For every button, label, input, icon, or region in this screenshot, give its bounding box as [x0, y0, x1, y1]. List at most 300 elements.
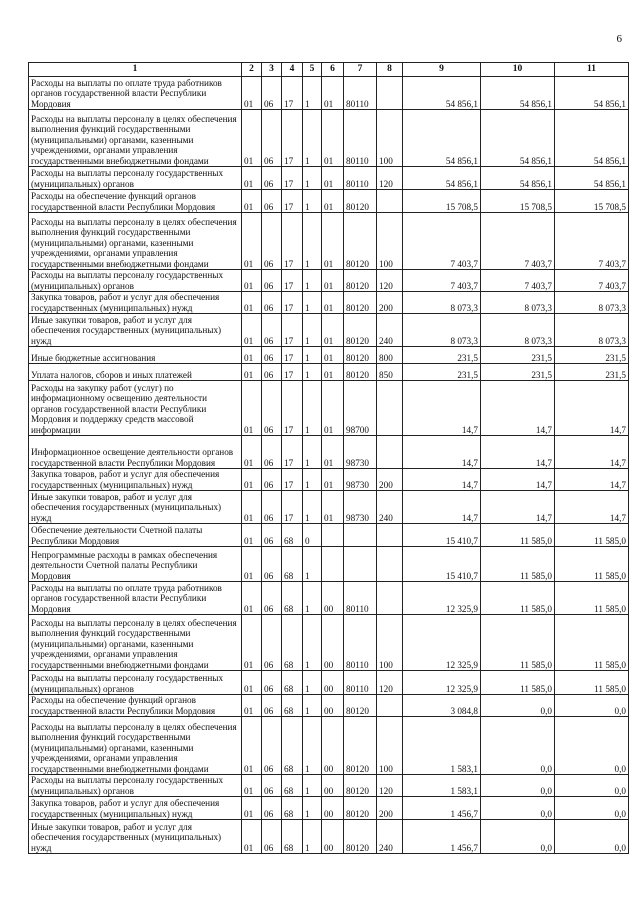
amount-cell: 8 073,3 — [403, 314, 481, 347]
code-cell: 00 — [322, 717, 344, 775]
code-cell: 06 — [262, 270, 282, 292]
code-cell: 01 — [242, 347, 262, 364]
amount-cell: 7 403,7 — [481, 270, 555, 292]
column-header: 7 — [344, 63, 377, 77]
code-cell: 68 — [282, 524, 303, 547]
code-cell: 01 — [322, 110, 344, 167]
amount-cell: 231,5 — [481, 364, 555, 381]
code-cell: 06 — [262, 292, 282, 314]
amount-cell: 231,5 — [403, 347, 481, 364]
amount-cell: 14,7 — [481, 469, 555, 491]
code-cell: 00 — [322, 615, 344, 671]
code-cell: 0 — [303, 524, 322, 547]
code-cell: 01 — [242, 671, 262, 695]
code-cell: 68 — [282, 671, 303, 695]
code-cell: 17 — [282, 77, 303, 110]
amount-cell: 14,7 — [403, 469, 481, 491]
row-description: Расходы на выплаты персоналу в целях обеспечения выполнения функций государственными (муниципальными) органами, казенными учреждениями, органами управления государственными внебюджетными фондами — [29, 213, 242, 270]
code-cell: 120 — [377, 775, 403, 797]
code-cell: 06 — [262, 314, 282, 347]
code-cell: 80120 — [344, 364, 377, 381]
code-cell: 06 — [262, 381, 282, 436]
table-row — [29, 167, 629, 190]
table-row — [29, 615, 629, 671]
code-cell: 01 — [322, 213, 344, 270]
code-cell: 80120 — [344, 820, 377, 854]
code-cell: 01 — [322, 270, 344, 292]
code-cell: 1 — [303, 314, 322, 347]
code-cell: 98730 — [344, 469, 377, 491]
code-cell: 80120 — [344, 270, 377, 292]
amount-cell: 54 856,1 — [403, 167, 481, 190]
amount-cell: 0,0 — [481, 695, 555, 717]
code-cell — [377, 582, 403, 615]
amount-cell: 0,0 — [555, 820, 629, 854]
row-description: Расходы на выплаты персоналу в целях обеспечения выполнения функций государственными (муниципальными) органами, казенными учреждениями, органами управления государственными внебюджетными фондами — [29, 110, 242, 167]
amount-cell: 7 403,7 — [403, 213, 481, 270]
code-cell: 01 — [322, 469, 344, 491]
amount-cell: 15 708,5 — [481, 190, 555, 213]
code-cell: 17 — [282, 381, 303, 436]
amount-cell: 14,7 — [403, 491, 481, 524]
amount-cell: 0,0 — [555, 775, 629, 797]
code-cell: 68 — [282, 615, 303, 671]
code-cell: 1 — [303, 436, 322, 469]
code-cell: 1 — [303, 547, 322, 582]
code-cell: 80110 — [344, 615, 377, 671]
table-row — [29, 695, 629, 717]
row-description: Информационное освещение деятельности органов государственной власти Республики Мордовия — [29, 436, 242, 469]
row-description: Расходы на выплаты персоналу государственных (муниципальных) органов — [29, 167, 242, 190]
code-cell: 06 — [262, 717, 282, 775]
code-cell: 06 — [262, 615, 282, 671]
code-cell: 06 — [262, 213, 282, 270]
code-cell: 00 — [322, 797, 344, 820]
code-cell: 01 — [242, 381, 262, 436]
code-cell — [377, 547, 403, 582]
amount-cell: 8 073,3 — [555, 292, 629, 314]
row-description: Уплата налогов, сборов и иных платежей — [29, 364, 242, 381]
code-cell: 240 — [377, 314, 403, 347]
code-cell: 850 — [377, 364, 403, 381]
code-cell: 80120 — [344, 190, 377, 213]
amount-cell: 7 403,7 — [403, 270, 481, 292]
amount-cell: 0,0 — [481, 797, 555, 820]
code-cell: 06 — [262, 820, 282, 854]
row-description: Расходы на выплаты персоналу в целях обеспечения выполнения функций государственными (муниципальными) органами, казенными учреждениями, органами управления государственными внебюджетными фондами — [29, 717, 242, 775]
code-cell: 800 — [377, 347, 403, 364]
column-header: 11 — [555, 63, 629, 77]
code-cell: 01 — [242, 292, 262, 314]
code-cell: 98730 — [344, 491, 377, 524]
code-cell: 200 — [377, 797, 403, 820]
column-header: 3 — [262, 63, 282, 77]
amount-cell: 11 585,0 — [481, 615, 555, 671]
code-cell: 17 — [282, 167, 303, 190]
code-cell: 240 — [377, 491, 403, 524]
code-cell: 06 — [262, 469, 282, 491]
code-cell: 100 — [377, 110, 403, 167]
amount-cell: 54 856,1 — [403, 110, 481, 167]
code-cell: 80120 — [344, 213, 377, 270]
code-cell: 06 — [262, 491, 282, 524]
code-cell: 1 — [303, 469, 322, 491]
table-row — [29, 292, 629, 314]
code-cell: 100 — [377, 213, 403, 270]
code-cell: 1 — [303, 820, 322, 854]
amount-cell: 11 585,0 — [555, 671, 629, 695]
amount-cell: 14,7 — [555, 491, 629, 524]
code-cell: 06 — [262, 695, 282, 717]
code-cell: 1 — [303, 671, 322, 695]
amount-cell: 12 325,9 — [403, 615, 481, 671]
code-cell: 01 — [242, 364, 262, 381]
amount-cell: 11 585,0 — [555, 615, 629, 671]
amount-cell: 11 585,0 — [555, 547, 629, 582]
code-cell: 01 — [322, 190, 344, 213]
row-description: Расходы на закупку работ (услуг) по информационному освещению деятельности органов государственной власти Республики Мордовия и поддержку средств массовой информации — [29, 381, 242, 436]
code-cell: 1 — [303, 381, 322, 436]
code-cell: 1 — [303, 717, 322, 775]
code-cell: 1 — [303, 582, 322, 615]
table-body — [29, 77, 629, 854]
table-row — [29, 190, 629, 213]
code-cell — [377, 381, 403, 436]
code-cell: 17 — [282, 469, 303, 491]
row-description: Расходы на выплаты по оплате труда работников органов государственной власти Республики Мордовия — [29, 77, 242, 110]
code-cell: 06 — [262, 347, 282, 364]
code-cell — [344, 524, 377, 547]
code-cell: 1 — [303, 110, 322, 167]
row-description: Расходы на выплаты персоналу в целях обеспечения выполнения функций государственными (муниципальными) органами, казенными учреждениями, органами управления государственными внебюджетными фондами — [29, 615, 242, 671]
amount-cell: 54 856,1 — [555, 77, 629, 110]
code-cell: 17 — [282, 347, 303, 364]
amount-cell: 1 583,1 — [403, 717, 481, 775]
code-cell: 1 — [303, 213, 322, 270]
code-cell: 17 — [282, 314, 303, 347]
amount-cell: 14,7 — [481, 381, 555, 436]
table-row — [29, 314, 629, 347]
code-cell: 1 — [303, 364, 322, 381]
code-cell: 17 — [282, 364, 303, 381]
code-cell: 01 — [322, 491, 344, 524]
amount-cell: 0,0 — [481, 775, 555, 797]
row-description: Расходы на выплаты персоналу государственных (муниципальных) органов — [29, 775, 242, 797]
code-cell: 68 — [282, 582, 303, 615]
column-header: 2 — [242, 63, 262, 77]
code-cell: 17 — [282, 436, 303, 469]
amount-cell: 14,7 — [403, 436, 481, 469]
code-cell: 06 — [262, 775, 282, 797]
code-cell: 06 — [262, 167, 282, 190]
code-cell: 1 — [303, 77, 322, 110]
code-cell: 06 — [262, 547, 282, 582]
code-cell: 00 — [322, 775, 344, 797]
code-cell: 01 — [242, 524, 262, 547]
row-description: Расходы на выплаты персоналу государственных (муниципальных) органов — [29, 270, 242, 292]
code-cell: 1 — [303, 270, 322, 292]
amount-cell: 12 325,9 — [403, 582, 481, 615]
row-description: Закупка товаров, работ и услуг для обеспечения государственных (муниципальных) нужд — [29, 797, 242, 820]
code-cell: 06 — [262, 364, 282, 381]
table-row — [29, 270, 629, 292]
code-cell: 120 — [377, 167, 403, 190]
code-cell: 01 — [322, 381, 344, 436]
column-header: 8 — [377, 63, 403, 77]
table-row — [29, 347, 629, 364]
code-cell: 120 — [377, 270, 403, 292]
row-description: Непрограммные расходы в рамках обеспечения деятельности Счетной палаты Республики Мордовия — [29, 547, 242, 582]
code-cell: 01 — [242, 547, 262, 582]
amount-cell: 1 456,7 — [403, 797, 481, 820]
code-cell: 68 — [282, 695, 303, 717]
code-cell: 06 — [262, 524, 282, 547]
code-cell: 00 — [322, 582, 344, 615]
column-header: 10 — [481, 63, 555, 77]
budget-table — [28, 62, 629, 854]
code-cell: 80120 — [344, 797, 377, 820]
code-cell: 01 — [242, 213, 262, 270]
table-row — [29, 364, 629, 381]
amount-cell: 11 585,0 — [481, 671, 555, 695]
code-cell: 01 — [242, 77, 262, 110]
code-cell: 1 — [303, 615, 322, 671]
amount-cell: 8 073,3 — [481, 292, 555, 314]
code-cell: 98730 — [344, 436, 377, 469]
row-description: Иные закупки товаров, работ и услуг для обеспечения государственных (муниципальных) нужд — [29, 314, 242, 347]
amount-cell: 14,7 — [555, 381, 629, 436]
code-cell: 00 — [322, 671, 344, 695]
amount-cell: 0,0 — [555, 695, 629, 717]
code-cell: 68 — [282, 547, 303, 582]
row-description: Иные бюджетные ассигнования — [29, 347, 242, 364]
amount-cell: 3 084,8 — [403, 695, 481, 717]
code-cell: 06 — [262, 190, 282, 213]
code-cell: 06 — [262, 77, 282, 110]
code-cell: 100 — [377, 615, 403, 671]
code-cell: 1 — [303, 797, 322, 820]
amount-cell: 8 073,3 — [403, 292, 481, 314]
amount-cell: 14,7 — [481, 436, 555, 469]
table-header-row — [29, 63, 629, 77]
page-number: 6 — [616, 33, 622, 45]
code-cell: 06 — [262, 582, 282, 615]
amount-cell: 15 708,5 — [555, 190, 629, 213]
amount-cell: 1 583,1 — [403, 775, 481, 797]
amount-cell: 11 585,0 — [481, 524, 555, 547]
code-cell: 01 — [322, 436, 344, 469]
code-cell: 80120 — [344, 775, 377, 797]
code-cell: 01 — [242, 167, 262, 190]
row-description: Иные закупки товаров, работ и услуг для обеспечения государственных (муниципальных) нужд — [29, 491, 242, 524]
amount-cell: 8 073,3 — [481, 314, 555, 347]
code-cell: 68 — [282, 775, 303, 797]
row-description: Расходы на обеспечение функций органов государственной власти Республики Мордовия — [29, 695, 242, 717]
code-cell: 80110 — [344, 671, 377, 695]
code-cell: 120 — [377, 671, 403, 695]
code-cell: 17 — [282, 292, 303, 314]
column-header: 5 — [303, 63, 322, 77]
code-cell: 80110 — [344, 167, 377, 190]
code-cell — [377, 190, 403, 213]
amount-cell: 11 585,0 — [481, 582, 555, 615]
amount-cell: 11 585,0 — [555, 582, 629, 615]
row-description: Обеспечение деятельности Счетной палаты Республики Мордовия — [29, 524, 242, 547]
amount-cell: 7 403,7 — [481, 213, 555, 270]
table-row — [29, 381, 629, 436]
row-description: Закупка товаров, работ и услуг для обеспечения государственных (муниципальных) нужд — [29, 469, 242, 491]
code-cell — [377, 436, 403, 469]
code-cell: 01 — [322, 292, 344, 314]
code-cell: 1 — [303, 695, 322, 717]
column-header: 4 — [282, 63, 303, 77]
code-cell: 01 — [242, 314, 262, 347]
code-cell: 06 — [262, 797, 282, 820]
amount-cell: 231,5 — [555, 347, 629, 364]
code-cell: 1 — [303, 491, 322, 524]
code-cell: 80120 — [344, 695, 377, 717]
amount-cell: 7 403,7 — [555, 270, 629, 292]
code-cell: 200 — [377, 469, 403, 491]
amount-cell: 0,0 — [481, 717, 555, 775]
table-row — [29, 77, 629, 110]
code-cell: 06 — [262, 436, 282, 469]
amount-cell: 14,7 — [403, 381, 481, 436]
amount-cell: 14,7 — [555, 436, 629, 469]
amount-cell: 15 410,7 — [403, 547, 481, 582]
table-row — [29, 524, 629, 547]
code-cell: 17 — [282, 110, 303, 167]
amount-cell: 54 856,1 — [555, 110, 629, 167]
column-header: 1 — [29, 63, 242, 77]
code-cell: 1 — [303, 292, 322, 314]
amount-cell: 7 403,7 — [555, 213, 629, 270]
code-cell: 01 — [322, 347, 344, 364]
code-cell: 00 — [322, 820, 344, 854]
code-cell: 00 — [322, 695, 344, 717]
amount-cell: 231,5 — [555, 364, 629, 381]
row-description: Иные закупки товаров, работ и услуг для обеспечения государственных (муниципальных) нужд — [29, 820, 242, 854]
amount-cell: 54 856,1 — [481, 77, 555, 110]
amount-cell: 231,5 — [403, 364, 481, 381]
code-cell: 68 — [282, 717, 303, 775]
table-row — [29, 436, 629, 469]
code-cell: 17 — [282, 190, 303, 213]
amount-cell: 15 708,5 — [403, 190, 481, 213]
code-cell: 80110 — [344, 582, 377, 615]
row-description: Расходы на выплаты персоналу государственных (муниципальных) органов — [29, 671, 242, 695]
code-cell: 80110 — [344, 77, 377, 110]
column-header: 6 — [322, 63, 344, 77]
code-cell: 240 — [377, 820, 403, 854]
amount-cell: 11 585,0 — [555, 524, 629, 547]
table-row — [29, 671, 629, 695]
amount-cell: 11 585,0 — [481, 547, 555, 582]
code-cell: 01 — [242, 775, 262, 797]
code-cell: 17 — [282, 213, 303, 270]
amount-cell: 0,0 — [555, 797, 629, 820]
code-cell: 1 — [303, 775, 322, 797]
code-cell — [344, 547, 377, 582]
amount-cell: 1 456,7 — [403, 820, 481, 854]
amount-cell: 231,5 — [481, 347, 555, 364]
code-cell: 01 — [242, 582, 262, 615]
code-cell: 200 — [377, 292, 403, 314]
code-cell: 17 — [282, 491, 303, 524]
row-description: Расходы на выплаты по оплате труда работников органов государственной власти Республики Мордовия — [29, 582, 242, 615]
code-cell: 80120 — [344, 347, 377, 364]
code-cell: 01 — [322, 364, 344, 381]
table-row — [29, 469, 629, 491]
code-cell — [377, 524, 403, 547]
table-row — [29, 213, 629, 270]
code-cell: 01 — [242, 110, 262, 167]
code-cell: 06 — [262, 671, 282, 695]
code-cell: 01 — [242, 820, 262, 854]
code-cell: 01 — [242, 797, 262, 820]
code-cell — [377, 77, 403, 110]
code-cell: 01 — [242, 615, 262, 671]
table-row — [29, 547, 629, 582]
row-description: Закупка товаров, работ и услуг для обеспечения государственных (муниципальных) нужд — [29, 292, 242, 314]
amount-cell: 8 073,3 — [555, 314, 629, 347]
table-row — [29, 820, 629, 854]
code-cell: 80110 — [344, 110, 377, 167]
amount-cell: 54 856,1 — [555, 167, 629, 190]
code-cell: 01 — [242, 491, 262, 524]
code-cell: 01 — [322, 167, 344, 190]
code-cell: 98700 — [344, 381, 377, 436]
amount-cell: 14,7 — [555, 469, 629, 491]
table-row — [29, 797, 629, 820]
code-cell: 80120 — [344, 314, 377, 347]
code-cell: 01 — [242, 695, 262, 717]
column-header: 9 — [403, 63, 481, 77]
code-cell: 01 — [242, 190, 262, 213]
row-description: Расходы на обеспечение функций органов государственной власти Республики Мордовия — [29, 190, 242, 213]
code-cell: 01 — [242, 270, 262, 292]
amount-cell: 0,0 — [481, 820, 555, 854]
amount-cell: 54 856,1 — [481, 110, 555, 167]
code-cell: 01 — [242, 717, 262, 775]
code-cell: 80120 — [344, 292, 377, 314]
code-cell: 1 — [303, 167, 322, 190]
code-cell — [322, 524, 344, 547]
code-cell — [377, 695, 403, 717]
table-row — [29, 717, 629, 775]
code-cell: 80120 — [344, 717, 377, 775]
amount-cell: 54 856,1 — [403, 77, 481, 110]
table-row — [29, 775, 629, 797]
code-cell: 68 — [282, 797, 303, 820]
amount-cell: 12 325,9 — [403, 671, 481, 695]
code-cell: 1 — [303, 347, 322, 364]
table-row — [29, 110, 629, 167]
code-cell: 100 — [377, 717, 403, 775]
code-cell: 01 — [322, 314, 344, 347]
amount-cell: 54 856,1 — [481, 167, 555, 190]
amount-cell: 0,0 — [555, 717, 629, 775]
code-cell — [322, 547, 344, 582]
code-cell: 01 — [242, 469, 262, 491]
table-row — [29, 582, 629, 615]
amount-cell: 15 410,7 — [403, 524, 481, 547]
code-cell: 06 — [262, 110, 282, 167]
code-cell: 17 — [282, 270, 303, 292]
code-cell: 68 — [282, 820, 303, 854]
code-cell: 01 — [242, 436, 262, 469]
code-cell: 01 — [322, 77, 344, 110]
